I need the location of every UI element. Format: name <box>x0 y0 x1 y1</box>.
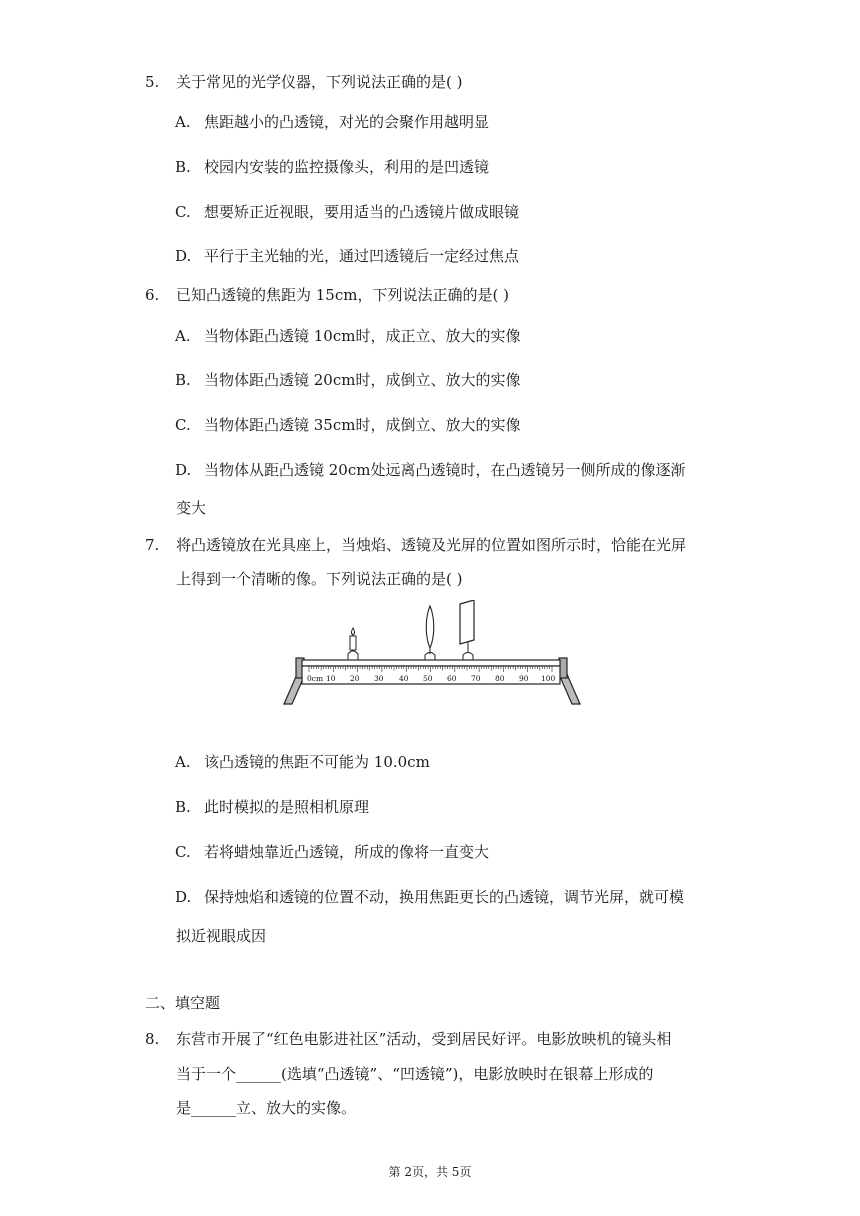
option-letter: D. <box>175 461 192 479</box>
option-letter: A. <box>175 327 191 345</box>
option-text: 想要矫正近视眼，要用适当的凸透镜片做成眼镜 <box>204 203 520 221</box>
option-6d <box>175 460 685 480</box>
option-5c <box>175 202 519 222</box>
lens-body <box>426 606 434 648</box>
question-number: 7. <box>145 536 160 554</box>
tick-label-20: 20 <box>350 674 360 683</box>
tick-label-30: 30 <box>374 674 384 683</box>
convex-lens <box>425 606 435 660</box>
tick-label-60: 60 <box>447 674 457 683</box>
option-6d-continuation: 变大 <box>176 499 207 517</box>
light-screen <box>460 600 474 660</box>
candle-flame <box>352 628 355 635</box>
option-text: 当物体从距凸透镜 20cm处远离凸透镜时，在凸透镜另一侧所成的像逐渐 <box>204 461 686 479</box>
candle-body <box>350 636 356 650</box>
section-title: 二、填空题 <box>145 994 221 1012</box>
option-5b <box>175 157 489 177</box>
tick-label-90: 90 <box>519 674 529 683</box>
question-number: 5. <box>145 73 160 91</box>
tick-label-70: 70 <box>471 674 481 683</box>
option-7d-continuation: 拟近视眼成因 <box>176 927 267 945</box>
option-letter: B. <box>175 371 191 389</box>
tick-label-100: 100 <box>541 674 556 683</box>
bench-rail <box>302 660 560 666</box>
screen-holder <box>463 653 473 661</box>
option-letter: D. <box>175 888 192 906</box>
option-text: 当物体距凸透镜 10cm时，成正立、放大的实像 <box>204 327 521 345</box>
candle <box>348 628 358 660</box>
option-text: 保持烛焰和透镜的位置不动，换用焦距更长的凸透镜，调节光屏，就可模 <box>204 888 685 906</box>
tick-label-40: 40 <box>399 674 409 683</box>
option-text: 焦距越小的凸透镜，对光的会聚作用越明显 <box>204 113 490 131</box>
question-8-line2: 当于一个______(选填“凸透镜”、“凹透镜”)，电影放映时在银幕上形成的 <box>176 1065 654 1083</box>
tick-label-10: 10 <box>326 674 336 683</box>
question-number: 6. <box>145 286 160 304</box>
question-stem: 东营市开展了“红色电影进社区”活动，受到居民好评。电影放映机的镜头相 <box>176 1030 672 1048</box>
option-text: 当物体距凸透镜 35cm时，成倒立、放大的实像 <box>204 416 521 434</box>
option-5d <box>175 246 519 266</box>
option-letter: C. <box>175 843 191 861</box>
option-5a <box>175 112 489 132</box>
question-number: 8. <box>145 1030 160 1048</box>
candle-holder <box>348 651 358 660</box>
screen-panel <box>460 600 474 644</box>
option-text: 该凸透镜的焦距不可能为 10.0cm <box>204 753 430 771</box>
question-7-stem-line2: 上得到一个清晰的像。下列说法正确的是( ) <box>176 570 463 588</box>
question-8-line3: 是______立、放大的实像。 <box>176 1099 357 1117</box>
option-6c <box>175 415 520 435</box>
optical-bench-figure <box>282 600 582 710</box>
option-letter: D. <box>175 247 192 265</box>
option-letter: B. <box>175 158 191 176</box>
option-7c <box>175 842 489 862</box>
question-stem: 将凸透镜放在光具座上，当烛焰、透镜及光屏的位置如图所示时，恰能在光屏 <box>176 536 687 554</box>
option-letter: C. <box>175 203 191 221</box>
option-text: 平行于主光轴的光，通过凹透镜后一定经过焦点 <box>204 247 520 265</box>
option-7a <box>175 752 430 772</box>
option-text: 此时模拟的是照相机原理 <box>204 798 370 816</box>
question-stem: 关于常见的光学仪器，下列说法正确的是( ) <box>176 73 463 91</box>
option-letter: A. <box>175 113 191 131</box>
option-letter: A. <box>175 753 191 771</box>
tick-label-80: 80 <box>495 674 505 683</box>
option-6a <box>175 326 520 346</box>
option-7b <box>175 797 369 817</box>
option-text: 当物体距凸透镜 20cm时，成倒立、放大的实像 <box>204 371 521 389</box>
option-letter: B. <box>175 798 191 816</box>
option-6b <box>175 370 520 390</box>
option-letter: C. <box>175 416 191 434</box>
question-stem: 已知凸透镜的焦距为 15cm，下列说法正确的是( ) <box>176 286 509 304</box>
tick-label-0: 0cm <box>307 674 324 683</box>
page-footer: 第 2页，共 5页 <box>388 1165 472 1179</box>
option-text: 若将蜡烛靠近凸透镜，所成的像将一直变大 <box>204 843 490 861</box>
option-text: 校园内安装的监控摄像头，利用的是凹透镜 <box>204 158 490 176</box>
tick-label-50: 50 <box>423 674 433 683</box>
option-7d <box>175 887 684 907</box>
